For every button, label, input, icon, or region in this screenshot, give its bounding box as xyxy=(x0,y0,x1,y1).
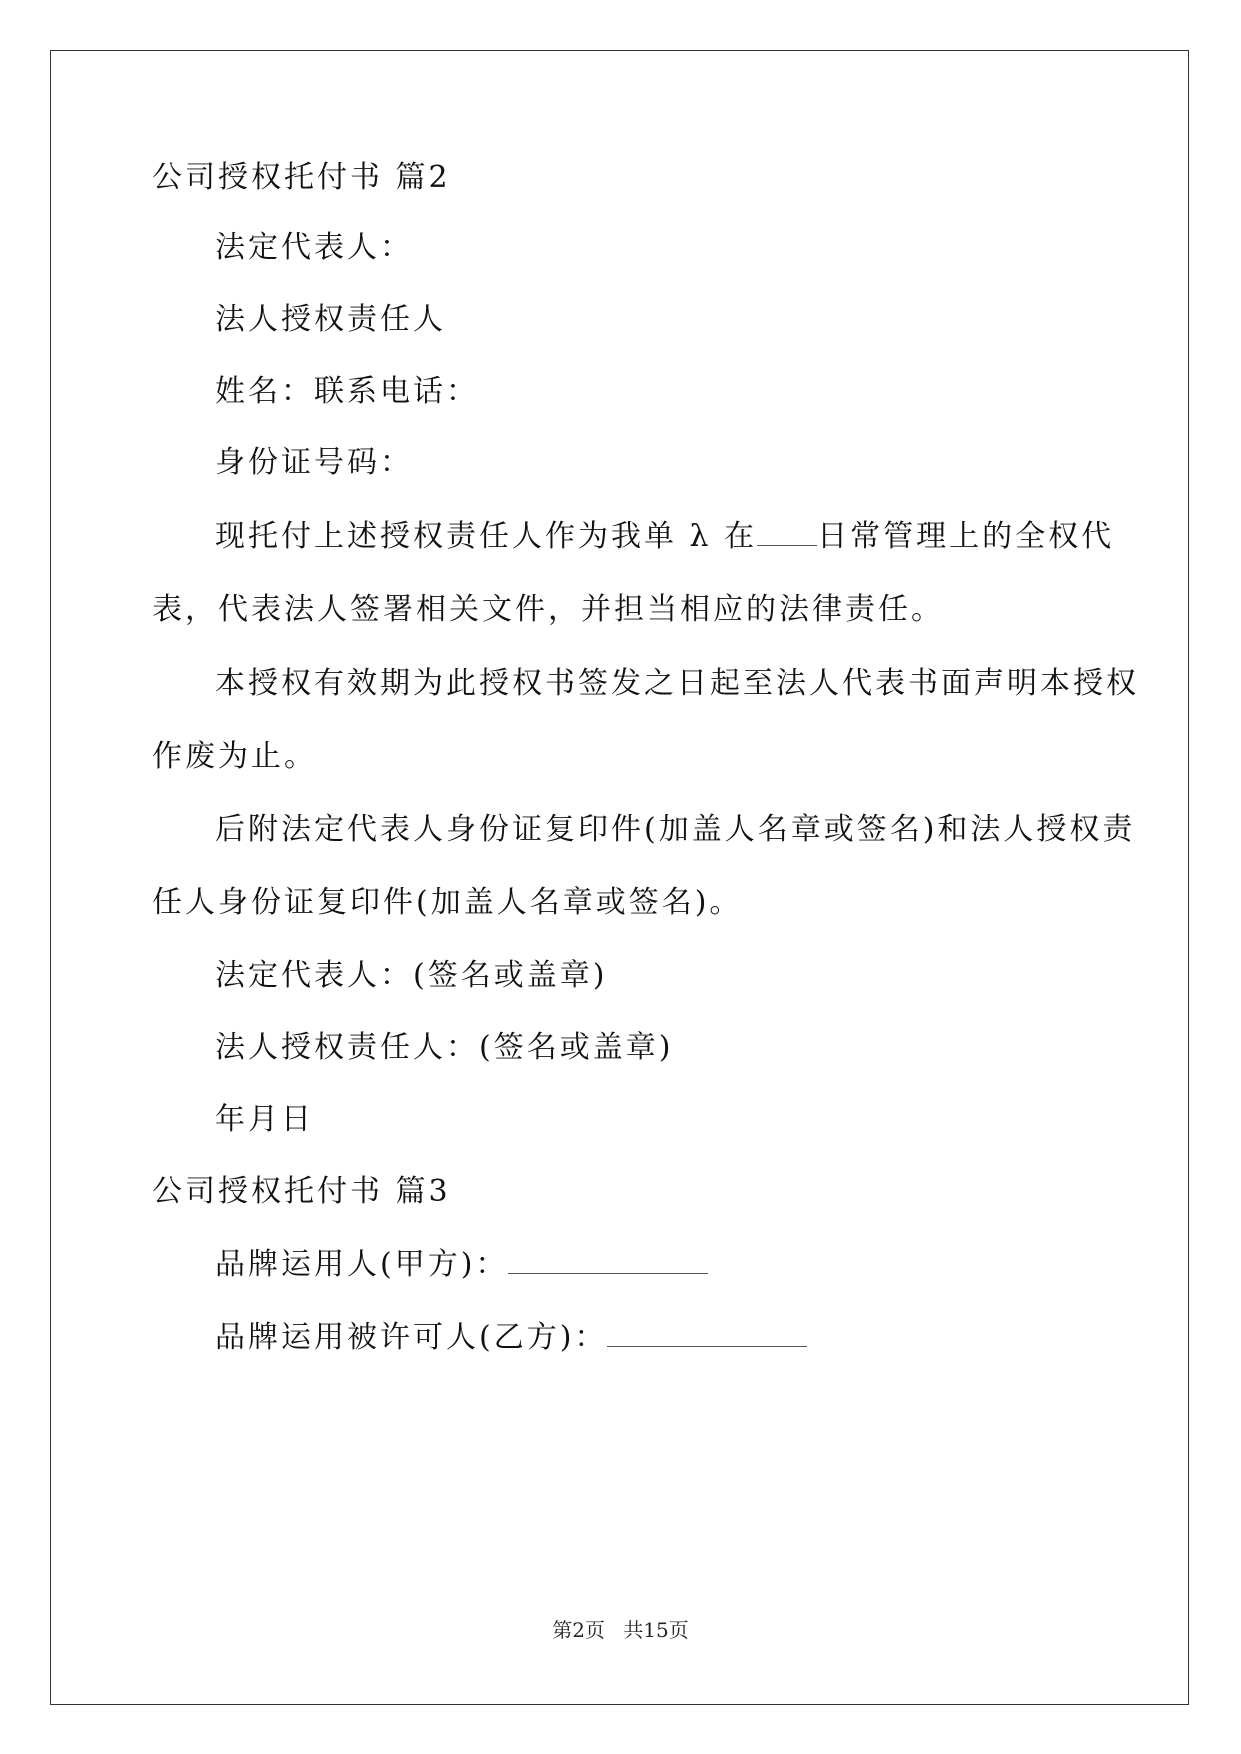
section-heading-3: 公司授权托付书 篇3 xyxy=(152,1174,451,1209)
attachment-paragraph-line1: 后附法定代表人身份证复印件(加盖人名章或签名)和法人授权责 xyxy=(215,812,1136,847)
validity-paragraph-line1: 本授权有效期为此授权书签发之日起至法人代表书面声明本授权 xyxy=(215,666,1139,701)
authorization-text-a: 现托付上述授权责任人作为我单 λ 在 xyxy=(215,519,758,554)
brand-licensee-party-b-line xyxy=(215,1318,807,1358)
brand-user-party-a-line xyxy=(215,1245,708,1285)
name-phone-line: 姓名：联系电话： xyxy=(215,374,479,409)
authorization-paragraph-line2: 表，代表法人签署相关文件，并担当相应的法律责任。 xyxy=(152,592,944,627)
legal-representative-line: 法定代表人： xyxy=(215,230,413,265)
page-border xyxy=(50,50,1189,1705)
party-a-label: 品牌运用人(甲方)： xyxy=(215,1247,509,1282)
page-total: 共15页 xyxy=(623,1618,689,1642)
validity-paragraph-line2: 作废为止。 xyxy=(152,739,317,774)
page-number: 第2页 xyxy=(552,1618,605,1642)
section-heading-2: 公司授权托付书 篇2 xyxy=(152,160,451,195)
legal-rep-signature-line: 法定代表人：(签名或盖章) xyxy=(215,958,608,993)
attachment-paragraph-line2: 任人身份证复印件(加盖人名章或签名)。 xyxy=(152,885,743,920)
party-a-blank xyxy=(508,1247,708,1274)
date-line: 年月日 xyxy=(215,1102,314,1137)
authorization-paragraph-line1 xyxy=(215,517,1114,557)
page-footer xyxy=(0,1614,1241,1643)
authorization-text-b: 日常管理上的全权代 xyxy=(817,519,1115,554)
id-number-line: 身份证号码： xyxy=(215,445,413,480)
blank-underline xyxy=(757,519,817,546)
authorized-person-signature-line: 法人授权责任人：(签名或盖章) xyxy=(215,1030,674,1065)
party-b-label: 品牌运用被许可人(乙方)： xyxy=(215,1320,608,1355)
party-b-blank xyxy=(607,1320,807,1347)
authorized-person-title: 法人授权责任人 xyxy=(215,302,446,337)
